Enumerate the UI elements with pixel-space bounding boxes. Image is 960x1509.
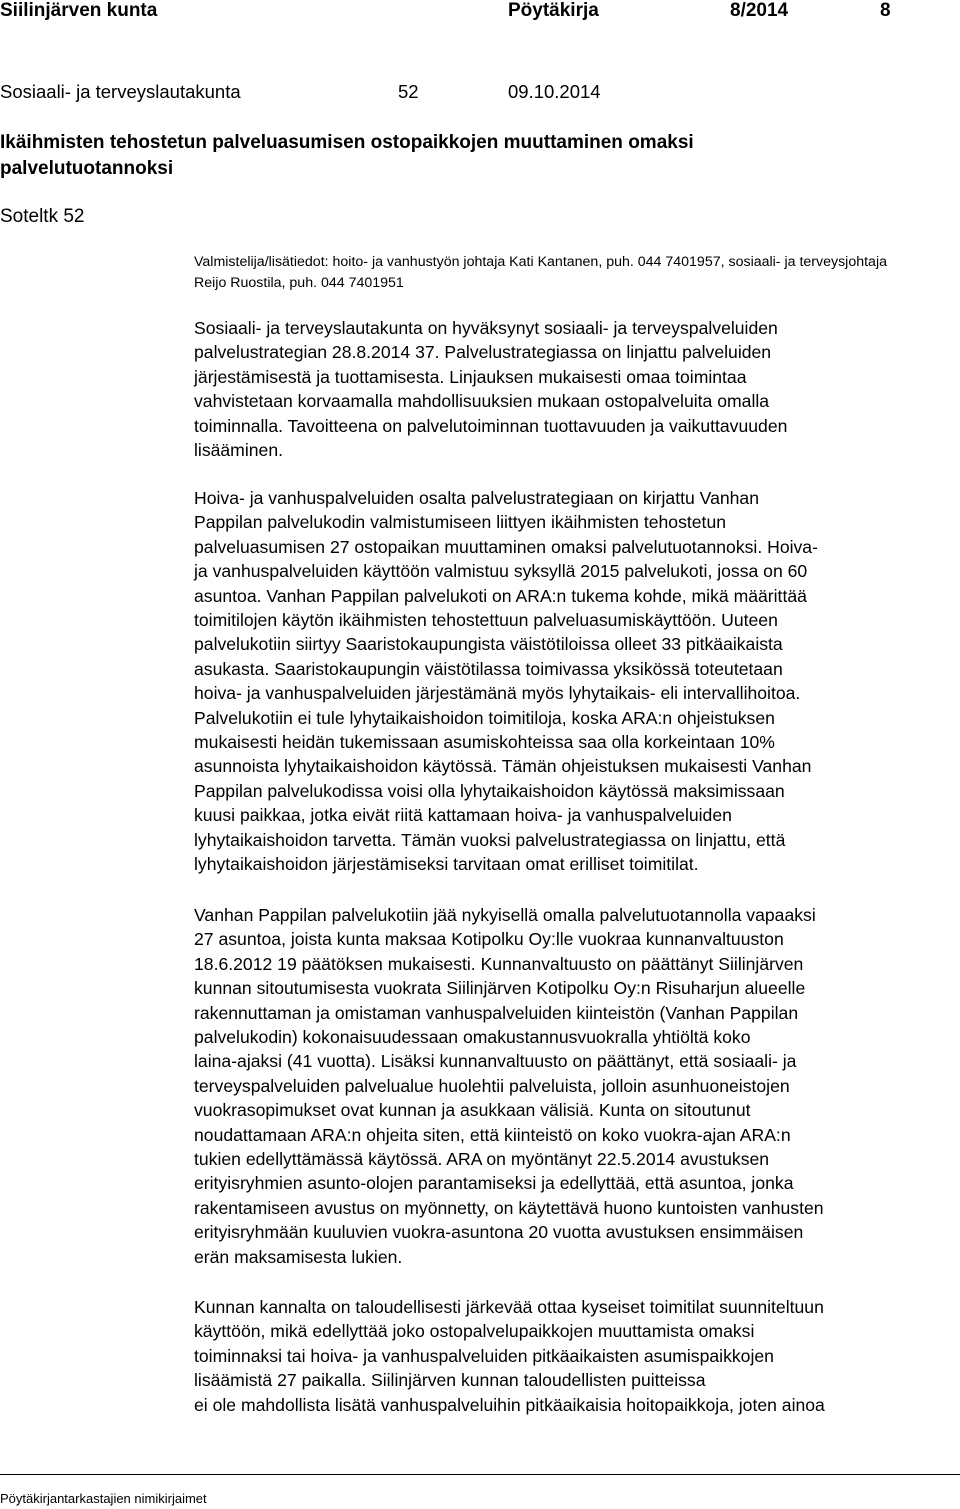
paragraph-line: toiminnaksi tai hoiva- ja vanhuspalveluiden pitkäaikaisten asumispaikkojen [194, 1345, 774, 1366]
paragraph-line: erityisryhmien asunto-olojen parantamiseksi ja edellyttää, että asuntoa, jonka [194, 1173, 794, 1194]
paragraph-line: rakennuttaman ja omistaman vanhuspalveluiden kiinteistön (Vanhan Pappilan [194, 1002, 799, 1023]
paragraph-line: erän maksamisesta lukien. [194, 1246, 403, 1267]
paragraph-line: palvelukodin) kokonaisuudessaan omakustannusvuokralla yhtiöltä koko [194, 1027, 751, 1048]
case-reference: Soteltk 52 [0, 206, 85, 227]
paragraph-line: Vanhan Pappilan palvelukotiin jää nykyisellä omalla palvelutuotannolla vapaaksi [194, 905, 816, 925]
paragraph-1 [194, 316, 960, 462]
paragraph-line: kuusi paikkaa, jotka eivät riitä kattamaan hoiva- ja vanhuspalveluiden [194, 805, 732, 826]
municipality-name: Siilinjärven kunta [0, 0, 158, 21]
paragraph-line: kunnan sitoutumisesta vuokrata Siilinjärven Kotipolku Oy:n Risuharjun alueelle [194, 978, 806, 999]
preparer-line-2: Reijo Ruostila, puh. 044 7401951 [194, 275, 404, 291]
paragraph-line: palvelukotiin siirtyy Saaristokaupungista väistötiloissa olleet 33 pitkäaikaista [194, 634, 783, 655]
paragraph-line: lisäämistä 27 paikalla. Siilinjärven kunnan taloudellisten puitteissa [194, 1370, 706, 1391]
item-title-line-2: palvelutuotannoksi [0, 158, 174, 179]
paragraph-line: hoiva- ja vanhuspalveluiden järjestämänä myös lyhytaikais- eli intervallihoitoa. [194, 683, 801, 704]
paragraph-3 [194, 903, 960, 1269]
paragraph-line: asuntoa. Vanhan Pappilan palvelukoti on ARA:n tukema kohde, mikä määrittää [194, 585, 807, 606]
meeting-date: 09.10.2014 [508, 81, 601, 102]
board-name: Sosiaali- ja terveyslautakunta [0, 81, 241, 102]
paragraph-line: Hoiva- ja vanhuspalveluiden osalta palvelustrategiaan on kirjattu Vanhan [194, 488, 759, 508]
paragraph-line: Sosiaali- ja terveyslautakunta on hyväksynyt sosiaali- ja terveyspalveluiden [194, 318, 778, 338]
paragraph-line: toiminnalla. Tavoitteena on palvelutoiminnan tuottavuuden ja vaikuttavuuden [194, 415, 788, 436]
paragraph-4 [194, 1295, 960, 1417]
paragraph-line: vuokrasopimukset ovat kunnan ja asukkaan välisiä. Kunta on sitoutunut [194, 1100, 751, 1121]
paragraph-line: palveluasumisen 27 ostopaikan muuttaminen omaksi palvelutuotannoksi. Hoiva- [194, 536, 818, 557]
paragraph-line: palvelustrategian 28.8.2014 37. Palvelustrategiassa on linjattu palveluiden [194, 342, 772, 363]
paragraph-line: laina-ajaksi (41 vuotta). Lisäksi kunnanvaltuusto on päättänyt, että sosiaali- ja [194, 1051, 797, 1072]
paragraph-line: 18.6.2012 19 päätöksen mukaisesti. Kunnanvaltuusto on päättänyt Siilinjärven [194, 953, 804, 974]
paragraph-line: ja vanhuspalveluiden käyttöön valmistuu syksyllä 2015 palvelukoti, jossa on 60 [194, 561, 808, 582]
footer-initials-label: Pöytäkirjantarkastajien nimikirjaimet [0, 1491, 207, 1506]
document-number: 8/2014 [730, 0, 789, 21]
paragraph-line: mukaisesti heidän tukemissaan asumiskohteissa saa olla korkeintaan 10% [194, 732, 775, 753]
paragraph-line: terveyspalveluiden palvelualue huolehtii palveluista, jolloin asunhuoneistojen [194, 1075, 790, 1096]
paragraph-line: toimitilojen käytön ikäihmisten tehostettuun palveluasumiskäyttöön. Uuteen [194, 610, 778, 631]
paragraph-line: tukien edellyttämässä käytössä. ARA on myöntänyt 22.5.2014 avustuksen [194, 1149, 770, 1170]
paragraph-line: asunnoista lyhytaikaishoidon käytössä. Tämän ohjeistuksen mukaisesti Vanhan [194, 756, 812, 777]
footer-divider [0, 1474, 960, 1475]
paragraph-line: asukasta. Saaristokaupungin väistötilassa toimivassa yksikössä toteutetaan [194, 658, 783, 679]
paragraph-line: Pappilan palvelukodissa voisi olla lyhytaikaishoidon käytössä maksimissaan [194, 780, 785, 801]
paragraph-line: ei ole mahdollista lisätä vanhuspalveluihin pitkäaikaisia hoitopaikkoja, joten ainoa [194, 1394, 825, 1415]
paragraph-line: järjestämisestä ja tuottamisesta. Linjauksen mukaisesti omaa toimintaa [194, 366, 747, 387]
paragraph-line: 27 asuntoa, joista kunta maksaa Kotipolku Oy:lle vuokraa kunnanvaltuuston [194, 929, 784, 950]
item-number: 52 [398, 81, 419, 102]
document-type: Pöytäkirja [508, 0, 599, 21]
paragraph-2 [194, 486, 960, 877]
preparer-line-1: Valmistelija/lisätiedot: hoito- ja vanhustyön johtaja Kati Kantanen, puh. 044 7401957, sosiaali- ja terveysjohtaja [194, 254, 887, 270]
paragraph-line: erityisryhmään kuuluvien vuokra-asuntona 20 vuotta avustuksen ensimmäisen [194, 1222, 804, 1243]
paragraph-line: lisääminen. [194, 440, 283, 461]
paragraph-line: Palvelukotiin ei tule lyhytaikaishoidon toimitiloja, koska ARA:n ohjeistuksen [194, 707, 775, 728]
paragraph-line: lyhytaikaishoidon tarvetta. Tämän vuoksi palvelustrategiassa on linjattu, että [194, 829, 786, 850]
paragraph-line: vahvistetaan korvaamalla mahdollisuuksien mukaan ostopalveluita omalla [194, 391, 770, 412]
paragraph-line: Kunnan kannalta on taloudellisesti järkevää ottaa kyseiset toimitilat suunniteltuun [194, 1297, 824, 1317]
paragraph-line: rakentamiseen avustus on myönnetty, on käytettävä huono kuntoisten vanhusten [194, 1197, 824, 1218]
item-title-line-1: Ikäihmisten tehostetun palveluasumisen ostopaikkojen muuttaminen omaksi [0, 132, 694, 153]
paragraph-line: noudattamaan ARA:n ohjeita siten, että kiinteistö on koko vuokra-ajan ARA:n [194, 1124, 791, 1145]
page-number: 8 [880, 0, 891, 21]
paragraph-line: Pappilan palvelukodin valmistumiseen liittyen ikäihmisten tehostetun [194, 512, 727, 533]
paragraph-line: lyhytaikaishoidon järjestämiseksi tarvitaan omat erilliset toimitilat. [194, 854, 699, 875]
paragraph-line: käyttöön, mikä edellyttää joko ostopalvelupaikkojen muuttamista omaksi [194, 1321, 755, 1342]
